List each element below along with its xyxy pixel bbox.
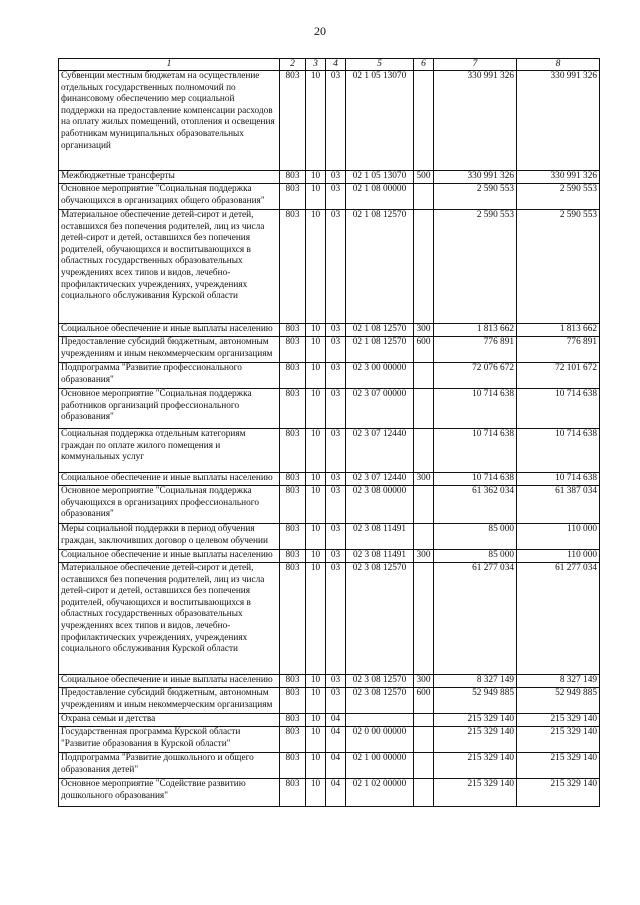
cell-subsection: 04 [326, 727, 346, 753]
cell-ministry: 803 [280, 184, 306, 210]
cell-section: 10 [306, 184, 326, 210]
cell-target-article: 02 3 07 00000 [346, 389, 414, 429]
cell-section: 10 [306, 524, 326, 550]
table-row [59, 486, 600, 524]
cell-amount-year2: 110 000 [517, 524, 600, 550]
cell-amount-year2: 2 590 553 [517, 210, 600, 324]
cell-subsection: 03 [326, 550, 346, 563]
table-row [59, 563, 600, 675]
cell-ministry: 803 [280, 727, 306, 753]
cell-ministry: 803 [280, 389, 306, 429]
table-row [59, 71, 600, 171]
cell-subsection: 03 [326, 389, 346, 429]
table-row [59, 210, 600, 324]
cell-subsection: 03 [326, 524, 346, 550]
cell-amount-year2: 61 387 034 [517, 486, 600, 524]
cell-section: 10 [306, 779, 326, 807]
cell-target-article: 02 3 08 11491 [346, 550, 414, 563]
cell-expense-type [414, 779, 434, 807]
cell-ministry: 803 [280, 753, 306, 779]
cell-subsection: 03 [326, 486, 346, 524]
cell-target-article: 02 1 00 00000 [346, 753, 414, 779]
cell-amount-year1: 330 991 326 [434, 171, 517, 184]
row-name: Меры социальной поддержки в период обучения граждан, заключивших договор о целевом обучении [59, 524, 280, 550]
table-row [59, 727, 600, 753]
cell-subsection: 04 [326, 753, 346, 779]
cell-ministry: 803 [280, 473, 306, 486]
cell-section: 10 [306, 363, 326, 389]
column-header: 1 [59, 59, 280, 71]
cell-target-article: 02 1 02 00000 [346, 779, 414, 807]
row-name: Материальное обеспечение детей-сирот и детей, оставшихся без попечения родителей, лиц из числа детей-сирот и детей, оставшихся без попечения родителей, обучающихся и воспитывающихся в областных государственных образовательных учреждениях всех типов и видов, лечебно-профилактических учреждениях, учреждениях социального обслуживания Курской области [59, 563, 280, 675]
cell-target-article: 02 3 08 12570 [346, 563, 414, 675]
cell-subsection: 04 [326, 779, 346, 807]
cell-target-article: 02 1 08 12570 [346, 324, 414, 337]
cell-subsection: 04 [326, 714, 346, 727]
cell-expense-type [414, 389, 434, 429]
table-row [59, 363, 600, 389]
column-header: 8 [517, 59, 600, 71]
cell-section: 10 [306, 727, 326, 753]
table-row [59, 550, 600, 563]
cell-amount-year2: 776 891 [517, 337, 600, 363]
budget-table [58, 58, 600, 807]
cell-amount-year1: 1 813 662 [434, 324, 517, 337]
cell-subsection: 03 [326, 563, 346, 675]
cell-expense-type [414, 486, 434, 524]
row-name: Межбюджетные трансферты [59, 171, 280, 184]
column-header: 3 [306, 59, 326, 71]
cell-section: 10 [306, 389, 326, 429]
cell-amount-year2: 1 813 662 [517, 324, 600, 337]
row-name: Социальное обеспечение и иные выплаты населению [59, 550, 280, 563]
cell-expense-type: 600 [414, 688, 434, 714]
cell-amount-year1: 215 329 140 [434, 753, 517, 779]
row-name: Предоставление субсидий бюджетным, автономным учреждениям и иным некоммерческим организациям [59, 337, 280, 363]
table-row [59, 473, 600, 486]
cell-expense-type [414, 563, 434, 675]
table-row [59, 675, 600, 688]
column-number-row [59, 59, 600, 71]
cell-target-article: 02 3 08 00000 [346, 486, 414, 524]
cell-section: 10 [306, 486, 326, 524]
cell-amount-year2: 215 329 140 [517, 779, 600, 807]
cell-expense-type [414, 753, 434, 779]
cell-subsection: 03 [326, 675, 346, 688]
cell-amount-year2: 8 327 149 [517, 675, 600, 688]
column-header: 5 [346, 59, 414, 71]
cell-amount-year1: 61 277 034 [434, 563, 517, 675]
cell-target-article: 02 1 05 13070 [346, 71, 414, 171]
cell-section: 10 [306, 429, 326, 473]
cell-amount-year2: 215 329 140 [517, 753, 600, 779]
cell-ministry: 803 [280, 550, 306, 563]
row-name: Основное мероприятие "Социальная поддержка обучающихся в организациях общего образования" [59, 184, 280, 210]
cell-amount-year2: 52 949 885 [517, 688, 600, 714]
cell-ministry: 803 [280, 429, 306, 473]
cell-subsection: 03 [326, 337, 346, 363]
cell-ministry: 803 [280, 363, 306, 389]
row-name: Основное мероприятие "Содействие развитию дошкольного образования" [59, 779, 280, 807]
cell-expense-type [414, 184, 434, 210]
cell-target-article: 02 0 00 00000 [346, 727, 414, 753]
cell-amount-year1: 8 327 149 [434, 675, 517, 688]
cell-target-article [346, 714, 414, 727]
row-name: Государственная программа Курской области "Развитие образования в Курской области" [59, 727, 280, 753]
table-row [59, 324, 600, 337]
cell-amount-year1: 85 000 [434, 524, 517, 550]
table-row [59, 753, 600, 779]
cell-amount-year2: 330 991 326 [517, 71, 600, 171]
cell-target-article: 02 3 08 12570 [346, 675, 414, 688]
cell-amount-year2: 10 714 638 [517, 389, 600, 429]
cell-target-article: 02 3 07 12440 [346, 473, 414, 486]
cell-ministry: 803 [280, 675, 306, 688]
cell-section: 10 [306, 563, 326, 675]
row-name: Субвенции местным бюджетам на осуществление отдельных государственных полномочий по финансовому обеспечению мер социальной поддержки на предоставление компенсации расходов на оплату жилых помещений, отопления и освещения работникам муниципальных образовательных организаций [59, 71, 280, 171]
row-name: Охрана семьи и детства [59, 714, 280, 727]
table-row [59, 389, 600, 429]
table-row [59, 337, 600, 363]
table-body [59, 71, 600, 807]
cell-target-article: 02 3 08 11491 [346, 524, 414, 550]
cell-ministry: 803 [280, 524, 306, 550]
cell-amount-year2: 61 277 034 [517, 563, 600, 675]
row-name: Основное мероприятие "Социальная поддержка обучающихся в организациях профессионального образования" [59, 486, 280, 524]
cell-section: 10 [306, 675, 326, 688]
cell-amount-year2: 10 714 638 [517, 473, 600, 486]
cell-ministry: 803 [280, 171, 306, 184]
row-name: Подпрограмма "Развитие дошкольного и общего образования детей" [59, 753, 280, 779]
cell-expense-type: 300 [414, 675, 434, 688]
cell-amount-year1: 85 000 [434, 550, 517, 563]
cell-target-article: 02 1 08 12570 [346, 337, 414, 363]
table-row [59, 524, 600, 550]
cell-amount-year2: 215 329 140 [517, 727, 600, 753]
table-row [59, 779, 600, 807]
cell-amount-year1: 72 076 672 [434, 363, 517, 389]
cell-expense-type [414, 727, 434, 753]
cell-amount-year2: 110 000 [517, 550, 600, 563]
column-header: 4 [326, 59, 346, 71]
cell-ministry: 803 [280, 563, 306, 675]
cell-expense-type: 600 [414, 337, 434, 363]
cell-section: 10 [306, 71, 326, 171]
cell-amount-year1: 330 991 326 [434, 71, 517, 171]
cell-expense-type [414, 429, 434, 473]
cell-amount-year1: 215 329 140 [434, 779, 517, 807]
cell-expense-type: 500 [414, 171, 434, 184]
cell-expense-type [414, 71, 434, 171]
cell-subsection: 03 [326, 184, 346, 210]
cell-section: 10 [306, 337, 326, 363]
cell-amount-year1: 61 362 034 [434, 486, 517, 524]
table-row [59, 184, 600, 210]
cell-amount-year1: 10 714 638 [434, 429, 517, 473]
cell-expense-type: 300 [414, 473, 434, 486]
cell-section: 10 [306, 473, 326, 486]
cell-section: 10 [306, 324, 326, 337]
table-row [59, 688, 600, 714]
row-name: Основное мероприятие "Социальная поддержка работников организаций профессионального образования" [59, 389, 280, 429]
cell-amount-year1: 2 590 553 [434, 210, 517, 324]
cell-expense-type [414, 363, 434, 389]
cell-amount-year1: 215 329 140 [434, 714, 517, 727]
table-row [59, 171, 600, 184]
table-row [59, 714, 600, 727]
cell-expense-type [414, 714, 434, 727]
cell-ministry: 803 [280, 324, 306, 337]
row-name: Социальная поддержка отдельным категориям граждан по оплате жилого помещения и коммунальных услуг [59, 429, 280, 473]
cell-expense-type [414, 210, 434, 324]
cell-amount-year1: 10 714 638 [434, 473, 517, 486]
column-header: 7 [434, 59, 517, 71]
table-row [59, 429, 600, 473]
cell-ministry: 803 [280, 779, 306, 807]
cell-amount-year2: 72 101 672 [517, 363, 600, 389]
row-name: Социальное обеспечение и иные выплаты населению [59, 675, 280, 688]
cell-section: 10 [306, 550, 326, 563]
cell-section: 10 [306, 210, 326, 324]
cell-target-article: 02 1 08 00000 [346, 184, 414, 210]
row-name: Социальное обеспечение и иные выплаты населению [59, 473, 280, 486]
row-name: Социальное обеспечение и иные выплаты населению [59, 324, 280, 337]
cell-amount-year1: 215 329 140 [434, 727, 517, 753]
cell-section: 10 [306, 171, 326, 184]
cell-expense-type [414, 524, 434, 550]
cell-target-article: 02 3 00 00000 [346, 363, 414, 389]
cell-ministry: 803 [280, 714, 306, 727]
cell-ministry: 803 [280, 486, 306, 524]
cell-subsection: 03 [326, 71, 346, 171]
cell-subsection: 03 [326, 363, 346, 389]
cell-ministry: 803 [280, 688, 306, 714]
cell-amount-year2: 330 991 326 [517, 171, 600, 184]
column-header: 6 [414, 59, 434, 71]
cell-subsection: 03 [326, 210, 346, 324]
cell-amount-year1: 776 891 [434, 337, 517, 363]
cell-expense-type: 300 [414, 550, 434, 563]
row-name: Материальное обеспечение детей-сирот и детей, оставшихся без попечения родителей, лиц из числа детей-сирот и детей, оставшихся без попечения родителей, обучающихся и воспитывающихся в областных государственных образовательных учреждениях всех типов и видов, лечебно-профилактических учреждениях, учреждениях социального обслуживания Курской области [59, 210, 280, 324]
cell-subsection: 03 [326, 688, 346, 714]
cell-subsection: 03 [326, 324, 346, 337]
cell-amount-year2: 215 329 140 [517, 714, 600, 727]
cell-subsection: 03 [326, 171, 346, 184]
cell-target-article: 02 1 08 12570 [346, 210, 414, 324]
cell-ministry: 803 [280, 210, 306, 324]
cell-target-article: 02 1 05 13070 [346, 171, 414, 184]
cell-section: 10 [306, 688, 326, 714]
cell-expense-type: 300 [414, 324, 434, 337]
column-header: 2 [280, 59, 306, 71]
page-number: 20 [314, 24, 326, 38]
cell-amount-year2: 2 590 553 [517, 184, 600, 210]
cell-ministry: 803 [280, 337, 306, 363]
cell-amount-year2: 10 714 638 [517, 429, 600, 473]
cell-target-article: 02 3 08 12570 [346, 688, 414, 714]
cell-amount-year1: 52 949 885 [434, 688, 517, 714]
cell-ministry: 803 [280, 71, 306, 171]
cell-amount-year1: 2 590 553 [434, 184, 517, 210]
row-name: Предоставление субсидий бюджетным, автономным учреждениям и иным некоммерческим организациям [59, 688, 280, 714]
row-name: Подпрограмма "Развитие профессионального образования" [59, 363, 280, 389]
cell-subsection: 03 [326, 429, 346, 473]
cell-target-article: 02 3 07 12440 [346, 429, 414, 473]
cell-amount-year1: 10 714 638 [434, 389, 517, 429]
cell-section: 10 [306, 753, 326, 779]
cell-section: 10 [306, 714, 326, 727]
cell-subsection: 03 [326, 473, 346, 486]
